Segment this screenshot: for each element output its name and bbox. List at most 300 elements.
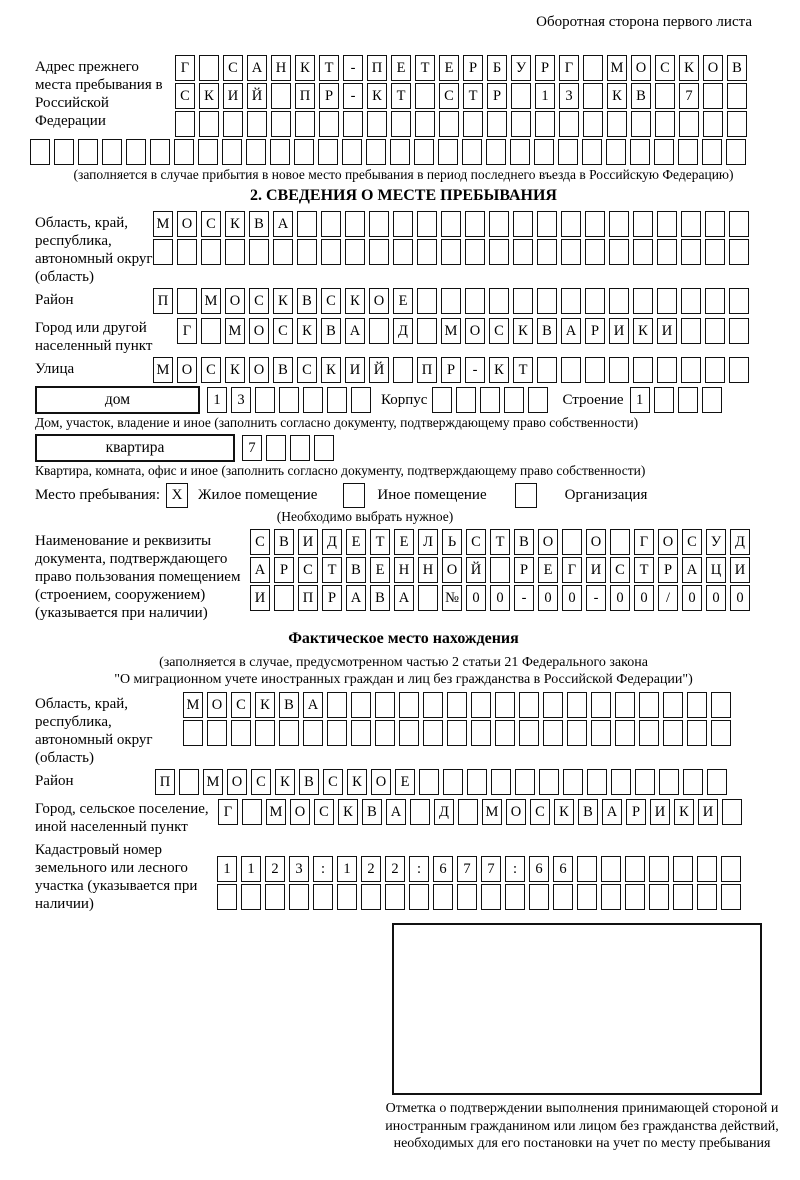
char-cell[interactable]: К [225, 357, 245, 383]
char-cell[interactable] [175, 111, 195, 137]
char-cell[interactable] [558, 139, 578, 165]
char-cell[interactable]: С [655, 55, 675, 81]
char-cell[interactable]: Е [439, 55, 459, 81]
char-cell[interactable]: С [201, 211, 221, 237]
char-cell[interactable] [663, 692, 683, 718]
char-cell[interactable]: 0 [706, 585, 726, 611]
char-cell[interactable] [657, 211, 677, 237]
char-cell[interactable] [417, 318, 437, 344]
char-cell[interactable]: Г [218, 799, 238, 825]
char-cell[interactable] [327, 692, 347, 718]
char-cell[interactable] [201, 239, 221, 265]
char-cell[interactable]: - [343, 83, 363, 109]
char-cell[interactable] [495, 720, 515, 746]
char-cell[interactable]: Д [434, 799, 454, 825]
char-cell[interactable] [591, 720, 611, 746]
char-cell[interactable] [351, 720, 371, 746]
char-cell[interactable]: Д [322, 529, 342, 555]
char-cell[interactable] [410, 799, 430, 825]
char-cell[interactable]: О [207, 692, 227, 718]
char-cell[interactable] [633, 288, 653, 314]
char-cell[interactable] [681, 239, 701, 265]
char-cell[interactable]: М [203, 769, 223, 795]
char-cell[interactable] [391, 111, 411, 137]
char-cell[interactable] [639, 692, 659, 718]
char-cell[interactable] [504, 387, 524, 413]
char-cell[interactable] [486, 139, 506, 165]
char-cell[interactable] [217, 884, 237, 910]
char-cell[interactable] [705, 357, 725, 383]
char-cell[interactable] [465, 288, 485, 314]
char-cell[interactable]: П [367, 55, 387, 81]
char-cell[interactable]: А [394, 585, 414, 611]
char-cell[interactable] [271, 83, 291, 109]
char-cell[interactable] [681, 288, 701, 314]
char-cell[interactable]: 2 [385, 856, 405, 882]
char-cell[interactable]: В [297, 288, 317, 314]
char-cell[interactable]: С [530, 799, 550, 825]
char-cell[interactable]: П [417, 357, 437, 383]
char-cell[interactable] [727, 83, 747, 109]
char-cell[interactable] [681, 357, 701, 383]
char-cell[interactable]: Г [634, 529, 654, 555]
char-cell[interactable] [199, 111, 219, 137]
char-cell[interactable]: В [631, 83, 651, 109]
char-cell[interactable]: 0 [730, 585, 750, 611]
char-cell[interactable]: Д [393, 318, 413, 344]
char-cell[interactable] [290, 435, 310, 461]
char-cell[interactable] [511, 83, 531, 109]
char-cell[interactable]: П [295, 83, 315, 109]
char-cell[interactable] [687, 692, 707, 718]
char-cell[interactable] [390, 139, 410, 165]
char-cell[interactable]: П [298, 585, 318, 611]
char-cell[interactable] [657, 288, 677, 314]
char-cell[interactable] [289, 884, 309, 910]
char-cell[interactable]: С [249, 288, 269, 314]
char-cell[interactable] [585, 357, 605, 383]
char-cell[interactable] [447, 692, 467, 718]
char-cell[interactable]: Н [271, 55, 291, 81]
char-cell[interactable] [678, 139, 698, 165]
char-cell[interactable] [471, 720, 491, 746]
char-cell[interactable]: К [321, 357, 341, 383]
char-cell[interactable] [337, 884, 357, 910]
char-cell[interactable]: П [155, 769, 175, 795]
char-cell[interactable]: С [298, 557, 318, 583]
char-cell[interactable] [489, 211, 509, 237]
char-cell[interactable] [543, 692, 563, 718]
char-cell[interactable]: Р [514, 557, 534, 583]
char-cell[interactable]: Р [658, 557, 678, 583]
char-cell[interactable]: В [273, 357, 293, 383]
char-cell[interactable]: Т [513, 357, 533, 383]
char-cell[interactable] [625, 856, 645, 882]
char-cell[interactable] [705, 211, 725, 237]
char-cell[interactable] [246, 139, 266, 165]
char-cell[interactable]: О [506, 799, 526, 825]
char-cell[interactable] [345, 239, 365, 265]
char-cell[interactable]: А [345, 318, 365, 344]
char-cell[interactable]: Р [463, 55, 483, 81]
char-cell[interactable]: Г [562, 557, 582, 583]
char-cell[interactable] [419, 769, 439, 795]
char-cell[interactable]: Е [395, 769, 415, 795]
char-cell[interactable]: О [225, 288, 245, 314]
char-cell[interactable] [609, 211, 629, 237]
char-cell[interactable] [513, 211, 533, 237]
char-cell[interactable]: С [682, 529, 702, 555]
char-cell[interactable] [583, 111, 603, 137]
char-cell[interactable] [433, 884, 453, 910]
char-cell[interactable]: С [323, 769, 343, 795]
char-cell[interactable]: Г [559, 55, 579, 81]
char-cell[interactable]: В [362, 799, 382, 825]
char-cell[interactable] [241, 884, 261, 910]
stay-type-checkbox-organization[interactable] [515, 483, 537, 508]
char-cell[interactable] [303, 720, 323, 746]
char-cell[interactable] [583, 55, 603, 81]
char-cell[interactable] [657, 239, 677, 265]
char-cell[interactable]: Й [369, 357, 389, 383]
char-cell[interactable] [657, 357, 677, 383]
char-cell[interactable] [399, 720, 419, 746]
char-cell[interactable] [611, 769, 631, 795]
char-cell[interactable]: 2 [265, 856, 285, 882]
char-cell[interactable] [537, 357, 557, 383]
char-cell[interactable] [609, 239, 629, 265]
char-cell[interactable] [489, 288, 509, 314]
char-cell[interactable]: В [274, 529, 294, 555]
char-cell[interactable] [465, 211, 485, 237]
char-cell[interactable]: П [153, 288, 173, 314]
char-cell[interactable] [303, 387, 323, 413]
char-cell[interactable] [361, 884, 381, 910]
stay-type-checkbox-other[interactable] [343, 483, 365, 508]
char-cell[interactable] [295, 111, 315, 137]
char-cell[interactable] [654, 387, 674, 413]
char-cell[interactable] [351, 692, 371, 718]
char-cell[interactable] [321, 239, 341, 265]
char-cell[interactable] [417, 288, 437, 314]
char-cell[interactable] [207, 720, 227, 746]
char-cell[interactable] [687, 720, 707, 746]
char-cell[interactable] [681, 211, 701, 237]
char-cell[interactable] [513, 239, 533, 265]
char-cell[interactable]: К [489, 357, 509, 383]
char-cell[interactable]: Р [585, 318, 605, 344]
char-cell[interactable] [633, 239, 653, 265]
char-cell[interactable] [179, 769, 199, 795]
char-cell[interactable]: М [183, 692, 203, 718]
char-cell[interactable]: Й [466, 557, 486, 583]
char-cell[interactable] [30, 139, 50, 165]
char-cell[interactable]: М [153, 357, 173, 383]
char-cell[interactable]: Т [415, 55, 435, 81]
char-cell[interactable]: А [561, 318, 581, 344]
char-cell[interactable] [343, 111, 363, 137]
char-cell[interactable] [457, 884, 477, 910]
char-cell[interactable] [519, 720, 539, 746]
char-cell[interactable]: Р [319, 83, 339, 109]
char-cell[interactable]: М [225, 318, 245, 344]
char-cell[interactable]: О [631, 55, 651, 81]
char-cell[interactable] [601, 856, 621, 882]
char-cell[interactable] [78, 139, 98, 165]
char-cell[interactable]: Е [346, 529, 366, 555]
char-cell[interactable]: К [607, 83, 627, 109]
char-cell[interactable] [703, 83, 723, 109]
char-cell[interactable] [417, 239, 437, 265]
char-cell[interactable] [393, 239, 413, 265]
char-cell[interactable]: О [177, 211, 197, 237]
char-cell[interactable]: В [279, 692, 299, 718]
char-cell[interactable] [399, 692, 419, 718]
char-cell[interactable]: Р [441, 357, 461, 383]
char-cell[interactable] [423, 720, 443, 746]
char-cell[interactable]: 2 [361, 856, 381, 882]
char-cell[interactable]: О [249, 357, 269, 383]
char-cell[interactable] [702, 387, 722, 413]
char-cell[interactable]: 7 [242, 435, 262, 461]
char-cell[interactable]: 7 [679, 83, 699, 109]
char-cell[interactable]: М [441, 318, 461, 344]
char-cell[interactable] [265, 884, 285, 910]
char-cell[interactable]: К [554, 799, 574, 825]
char-cell[interactable]: Е [370, 557, 390, 583]
char-cell[interactable] [319, 111, 339, 137]
char-cell[interactable] [201, 318, 221, 344]
char-cell[interactable]: С [231, 692, 251, 718]
char-cell[interactable]: М [482, 799, 502, 825]
char-cell[interactable] [199, 55, 219, 81]
char-cell[interactable] [321, 211, 341, 237]
char-cell[interactable] [467, 769, 487, 795]
char-cell[interactable] [633, 357, 653, 383]
char-cell[interactable] [255, 720, 275, 746]
char-cell[interactable]: - [343, 55, 363, 81]
char-cell[interactable] [705, 318, 725, 344]
char-cell[interactable] [174, 139, 194, 165]
char-cell[interactable]: Т [634, 557, 654, 583]
char-cell[interactable] [655, 111, 675, 137]
char-cell[interactable] [279, 387, 299, 413]
char-cell[interactable] [458, 799, 478, 825]
char-cell[interactable]: 1 [241, 856, 261, 882]
char-cell[interactable] [369, 211, 389, 237]
char-cell[interactable] [553, 884, 573, 910]
char-cell[interactable] [465, 239, 485, 265]
char-cell[interactable]: 1 [207, 387, 227, 413]
char-cell[interactable] [729, 357, 749, 383]
char-cell[interactable]: В [370, 585, 390, 611]
char-cell[interactable] [314, 435, 334, 461]
char-cell[interactable]: С [321, 288, 341, 314]
char-cell[interactable]: Р [487, 83, 507, 109]
char-cell[interactable]: К [273, 288, 293, 314]
char-cell[interactable]: С [610, 557, 630, 583]
char-cell[interactable]: С [489, 318, 509, 344]
char-cell[interactable]: С [273, 318, 293, 344]
char-cell[interactable] [649, 856, 669, 882]
char-cell[interactable] [510, 139, 530, 165]
char-cell[interactable]: Й [247, 83, 267, 109]
char-cell[interactable]: К [679, 55, 699, 81]
char-cell[interactable] [673, 856, 693, 882]
char-cell[interactable]: А [303, 692, 323, 718]
char-cell[interactable] [369, 318, 389, 344]
char-cell[interactable]: К [275, 769, 295, 795]
char-cell[interactable] [561, 288, 581, 314]
char-cell[interactable]: О [369, 288, 389, 314]
char-cell[interactable]: К [295, 55, 315, 81]
char-cell[interactable]: В [578, 799, 598, 825]
char-cell[interactable]: 6 [433, 856, 453, 882]
char-cell[interactable]: О [538, 529, 558, 555]
char-cell[interactable] [438, 139, 458, 165]
char-cell[interactable]: Ь [442, 529, 462, 555]
char-cell[interactable] [439, 111, 459, 137]
char-cell[interactable] [505, 884, 525, 910]
char-cell[interactable]: - [586, 585, 606, 611]
char-cell[interactable]: К [674, 799, 694, 825]
char-cell[interactable] [342, 139, 362, 165]
char-cell[interactable] [415, 83, 435, 109]
char-cell[interactable] [423, 692, 443, 718]
char-cell[interactable]: Н [418, 557, 438, 583]
char-cell[interactable] [441, 288, 461, 314]
char-cell[interactable] [610, 529, 630, 555]
char-cell[interactable] [529, 884, 549, 910]
char-cell[interactable] [511, 111, 531, 137]
char-cell[interactable]: 7 [457, 856, 477, 882]
char-cell[interactable] [681, 318, 701, 344]
char-cell[interactable] [369, 239, 389, 265]
char-cell[interactable]: 1 [337, 856, 357, 882]
char-cell[interactable]: Т [370, 529, 390, 555]
char-cell[interactable] [345, 211, 365, 237]
char-cell[interactable] [443, 769, 463, 795]
char-cell[interactable] [393, 357, 413, 383]
char-cell[interactable] [535, 111, 555, 137]
char-cell[interactable]: С [201, 357, 221, 383]
char-cell[interactable] [631, 111, 651, 137]
char-cell[interactable] [663, 720, 683, 746]
char-cell[interactable]: - [514, 585, 534, 611]
char-cell[interactable] [242, 799, 262, 825]
char-cell[interactable] [255, 387, 275, 413]
char-cell[interactable] [703, 111, 723, 137]
char-cell[interactable] [471, 692, 491, 718]
char-cell[interactable] [683, 769, 703, 795]
char-cell[interactable]: К [255, 692, 275, 718]
char-cell[interactable] [249, 239, 269, 265]
char-cell[interactable] [562, 529, 582, 555]
char-cell[interactable] [577, 884, 597, 910]
char-cell[interactable] [567, 720, 587, 746]
char-cell[interactable] [711, 692, 731, 718]
char-cell[interactable] [418, 585, 438, 611]
char-cell[interactable] [729, 288, 749, 314]
char-cell[interactable] [702, 139, 722, 165]
char-cell[interactable] [711, 720, 731, 746]
char-cell[interactable]: М [266, 799, 286, 825]
char-cell[interactable]: Т [322, 557, 342, 583]
char-cell[interactable] [247, 111, 267, 137]
char-cell[interactable] [327, 387, 347, 413]
char-cell[interactable] [177, 239, 197, 265]
char-cell[interactable] [519, 692, 539, 718]
char-cell[interactable] [537, 239, 557, 265]
char-cell[interactable]: О [249, 318, 269, 344]
char-cell[interactable]: М [153, 211, 173, 237]
char-cell[interactable]: А [250, 557, 270, 583]
char-cell[interactable] [609, 357, 629, 383]
char-cell[interactable] [727, 111, 747, 137]
char-cell[interactable] [515, 769, 535, 795]
char-cell[interactable]: К [633, 318, 653, 344]
char-cell[interactable] [327, 720, 347, 746]
char-cell[interactable] [585, 211, 605, 237]
char-cell[interactable] [673, 884, 693, 910]
char-cell[interactable] [417, 211, 437, 237]
char-cell[interactable] [567, 692, 587, 718]
char-cell[interactable] [630, 139, 650, 165]
char-cell[interactable] [587, 769, 607, 795]
char-cell[interactable] [54, 139, 74, 165]
char-cell[interactable] [563, 769, 583, 795]
char-cell[interactable]: Р [626, 799, 646, 825]
char-cell[interactable] [697, 884, 717, 910]
char-cell[interactable] [615, 720, 635, 746]
char-cell[interactable]: С [297, 357, 317, 383]
char-cell[interactable]: Р [535, 55, 555, 81]
char-cell[interactable]: К [513, 318, 533, 344]
char-cell[interactable]: 7 [481, 856, 501, 882]
char-cell[interactable]: О [658, 529, 678, 555]
char-cell[interactable] [375, 692, 395, 718]
char-cell[interactable]: К [338, 799, 358, 825]
char-cell[interactable]: 0 [490, 585, 510, 611]
char-cell[interactable]: / [658, 585, 678, 611]
char-cell[interactable]: Н [394, 557, 414, 583]
char-cell[interactable]: К [199, 83, 219, 109]
char-cell[interactable] [385, 884, 405, 910]
char-cell[interactable] [441, 211, 461, 237]
char-cell[interactable] [279, 720, 299, 746]
char-cell[interactable]: К [225, 211, 245, 237]
char-cell[interactable] [274, 585, 294, 611]
char-cell[interactable]: : [313, 856, 333, 882]
char-cell[interactable]: А [682, 557, 702, 583]
char-cell[interactable]: И [698, 799, 718, 825]
char-cell[interactable] [126, 139, 146, 165]
char-cell[interactable] [583, 83, 603, 109]
char-cell[interactable]: В [249, 211, 269, 237]
char-cell[interactable]: Б [487, 55, 507, 81]
char-cell[interactable]: Т [319, 55, 339, 81]
char-cell[interactable]: У [706, 529, 726, 555]
char-cell[interactable]: О [586, 529, 606, 555]
char-cell[interactable]: Ц [706, 557, 726, 583]
char-cell[interactable] [375, 720, 395, 746]
char-cell[interactable] [609, 288, 629, 314]
char-cell[interactable]: 6 [553, 856, 573, 882]
char-cell[interactable]: А [346, 585, 366, 611]
char-cell[interactable]: В [537, 318, 557, 344]
char-cell[interactable]: М [607, 55, 627, 81]
char-cell[interactable] [480, 387, 500, 413]
